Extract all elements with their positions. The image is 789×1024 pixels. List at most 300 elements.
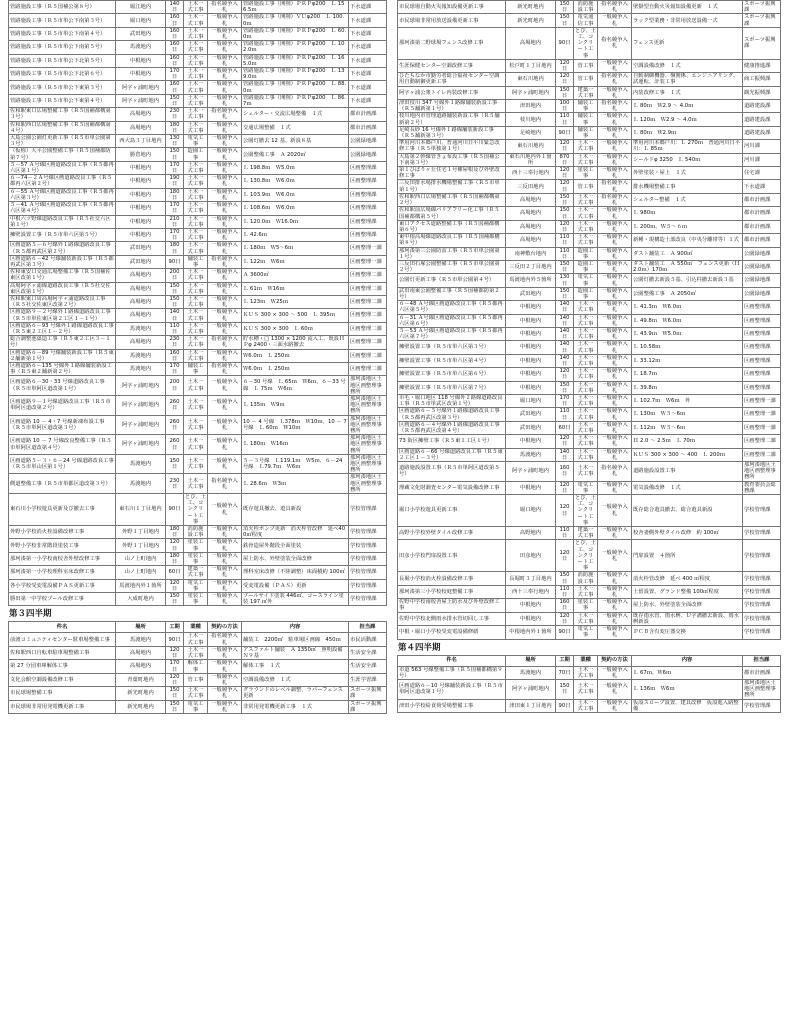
cell-department: 学校管理課 xyxy=(349,579,387,592)
cell-duration: 120日 xyxy=(556,435,574,448)
cell-contract-method: 一般競争入札 xyxy=(208,175,242,188)
cell-duration: 170日 xyxy=(556,394,574,407)
cell-project-name: 大島公園公園灯更新工事（Ｒ５市単公園第３号） xyxy=(9,135,116,148)
table-row xyxy=(398,572,781,585)
table-row xyxy=(398,100,781,113)
cell-description: Ｌ 49.8ｍ Ｗ6.0ｍ xyxy=(632,314,743,327)
cell-department: 那珂湊地区土地区画整理事務所 xyxy=(743,679,781,699)
cell-project-name: 文化会館空調設備改修工事 xyxy=(9,673,116,686)
cell-duration: 230日 xyxy=(166,108,184,121)
cell-department: 区画整理課 xyxy=(743,314,781,327)
cell-location: 高場地内 xyxy=(116,282,166,295)
cell-project-name: 那珂湊第一小学校南校舎外壁改修工事 xyxy=(9,552,116,565)
cell-department: 区画整理課 xyxy=(349,228,387,241)
cell-location: 高場地内 xyxy=(116,646,166,659)
cell-description: 道路施設設置工事 xyxy=(632,462,743,482)
table-row xyxy=(398,341,781,354)
cell-trade: 土木一式工事 xyxy=(574,314,598,327)
cell-project-name: 佐野中学校北側雨水排水管切回し工事 xyxy=(398,612,506,625)
table-row xyxy=(9,295,387,308)
cell-location: 中根地内 xyxy=(116,188,166,201)
cell-project-name: ６－31 Ａ号線区画道路改良工事（Ｒ５都再六区第６号） xyxy=(398,314,506,327)
cell-location: 外野１丁目地内 xyxy=(116,539,166,552)
cell-project-name: 区画道路６－66 号線道路改良工事（Ｒ５東２工区１－３号） xyxy=(398,448,506,461)
cell-location: 中根地内 xyxy=(116,175,166,188)
cell-department: スポーツ振興課 xyxy=(349,687,387,700)
header-department: 担当課 xyxy=(743,655,781,666)
cell-location: 中根地内 xyxy=(116,215,166,228)
cell-department: 学校管理課 xyxy=(743,527,781,540)
cell-duration: 110日 xyxy=(556,527,574,540)
cell-department: 区画整理二課 xyxy=(349,322,387,335)
cell-contract-method: 一般競争入札 xyxy=(598,381,632,394)
table-row xyxy=(398,180,781,193)
table-row xyxy=(398,113,781,126)
cell-description: 管路施設工事（開削）ＰＲＰφ200 Ｌ 156.5ｍ xyxy=(242,1,349,14)
cell-contract-method: 一般競争入札 xyxy=(208,349,242,362)
cell-contract-method: 一般競争入札 xyxy=(208,14,242,27)
cell-description: 管路施設工事（開削）ＰＲＰφ200 Ｌ 60.0ｍ xyxy=(242,27,349,40)
cell-description: Ｌ 130.8ｍ Ｗ6.0ｍ xyxy=(242,175,349,188)
cell-description: シェルター・交流広場整備 １式 xyxy=(242,108,349,121)
cell-project-name: 市民球場整備工事 xyxy=(9,687,116,700)
cell-trade: 造園工事 xyxy=(574,247,598,260)
table-row xyxy=(9,579,387,592)
cell-contract-method: 一般競争入札 xyxy=(598,679,632,699)
table-row xyxy=(398,666,781,679)
cell-trade: 電気工事 xyxy=(574,274,598,287)
cell-description: Ｌ 67ｍ、Ｗ6ｍ xyxy=(632,666,743,679)
cell-trade: 土木一式工事 xyxy=(184,415,208,435)
cell-project-name: 高野小学校外壁タイル改修工事 xyxy=(398,527,506,540)
cell-department: 道路建設課 xyxy=(743,100,781,113)
table-row xyxy=(9,94,387,107)
cell-project-name: 津田小学校給食荷受場整備工事 xyxy=(398,699,506,712)
cell-description: Ｌ 10.58ｍ xyxy=(632,341,743,354)
cell-trade: 塗装工事 xyxy=(574,167,598,180)
cell-duration: 60日 xyxy=(166,566,184,579)
cell-location: 堀口地内 xyxy=(116,14,166,27)
cell-contract-method: 一般競争入札 xyxy=(208,148,242,161)
cell-duration: 150日 xyxy=(556,86,574,99)
cell-duration: 170日 xyxy=(166,68,184,81)
cell-description: Ｌ 43.9ｍ Ｗ5.0ｍ xyxy=(632,327,743,340)
cell-contract-method: 指名競争入札 xyxy=(598,100,632,113)
cell-location: 阿字ヶ浦町地内 xyxy=(116,415,166,435)
cell-duration: 140日 xyxy=(166,309,184,322)
cell-project-name: 勝田第一中学校プール改修工事 xyxy=(9,593,116,606)
cell-contract-method: 一般競争入札 xyxy=(598,585,632,598)
header-contract-method: 契約の方法 xyxy=(208,622,242,633)
cell-location: 阿字ヶ浦町地内 xyxy=(116,376,166,396)
cell-duration: 120日 xyxy=(166,579,184,592)
cell-contract-method: 一般競争入札 xyxy=(208,415,242,435)
cell-contract-method: 一般競争入札 xyxy=(598,167,632,180)
cell-project-name: 管路施設工事（Ｒ５市単公下北第６号） xyxy=(9,68,116,81)
cell-trade: 土木一式工事 xyxy=(574,699,598,712)
cell-contract-method: 一般競争入札 xyxy=(208,215,242,228)
cell-contract-method: 一般競争入札 xyxy=(598,140,632,153)
cell-contract-method: 一般競争入札 xyxy=(598,260,632,273)
cell-description: ダスト舗装工 Ａ 550㎡ フェンス更新（Ｈ2.0ｍ）170ｍ xyxy=(632,260,743,273)
cell-location: 武田地内 xyxy=(116,242,166,255)
cell-trade: 土木一式工事 xyxy=(184,633,208,646)
cell-department: 生活安全課 xyxy=(349,646,387,659)
cell-duration: 120日 xyxy=(166,673,184,686)
cell-trade: 土木一式工事 xyxy=(184,188,208,201)
table-row xyxy=(398,585,781,598)
cell-description: 鉄骨造屋外階段全面塗装 xyxy=(242,539,349,552)
cell-duration: 90日 xyxy=(556,126,574,139)
cell-trade: 造園工事 xyxy=(574,287,598,300)
table-row xyxy=(9,282,387,295)
table-row xyxy=(398,448,781,461)
cell-department: 学校管理課 xyxy=(349,539,387,552)
cell-project-name: 区画道路６－５号線外１路線道路改良工事（Ｒ５都再武区改第３号） xyxy=(398,408,506,421)
cell-description: Ｌ 80ｍ Ｗ2.9 ～ 4.0ｍ xyxy=(632,100,743,113)
cell-duration: 150日 xyxy=(166,687,184,700)
table-row xyxy=(9,415,387,435)
table-row xyxy=(398,481,781,494)
cell-contract-method: 一般競争入札 xyxy=(208,68,242,81)
cell-department: 区画整理課 xyxy=(743,341,781,354)
table-row xyxy=(9,687,387,700)
cell-location: 中根地内 xyxy=(506,301,556,314)
cell-department: 学校管理課 xyxy=(743,572,781,585)
cell-project-name: 那珂湊第二野球場フェンス改修工事 xyxy=(398,27,506,59)
cell-duration: 150日 xyxy=(556,207,574,220)
cell-department: 区画整理二課 xyxy=(743,448,781,461)
cell-trade: 塗装工事 xyxy=(574,599,598,612)
table-row xyxy=(398,381,781,394)
cell-department: 下水道課 xyxy=(349,14,387,27)
cell-trade: 土木一式工事 xyxy=(184,108,208,121)
table-row xyxy=(398,679,781,699)
cell-trade: 土木一式工事 xyxy=(184,161,208,174)
cell-description: Ｌ 120ｍ Ｗ2.9 ～ 4.0ｍ xyxy=(632,113,743,126)
cell-project-name: 各小学校受変電設備ＰＡＳ更新工事 xyxy=(9,579,116,592)
cell-location: 堀口地内 xyxy=(506,495,556,527)
cell-contract-method: 一般競争入札 xyxy=(208,454,242,474)
table-row xyxy=(9,269,387,282)
cell-department: 学校管理課 xyxy=(743,585,781,598)
cell-project-name: 準用河川本郷戸川、普通河川日平川緊急改修工事（Ｒ５単独第１号） xyxy=(398,140,506,153)
table-row xyxy=(9,242,387,255)
cell-contract-method: 一般競争入札 xyxy=(598,287,632,300)
cell-contract-method: 一般競争入札 xyxy=(598,408,632,421)
cell-project-name: 那珂湊第一小学校理科室床改修工事 xyxy=(9,566,116,579)
cell-contract-method: 一般競争入札 xyxy=(208,282,242,295)
cell-duration: 160日 xyxy=(166,54,184,67)
cell-contract-method: 指名競争入札 xyxy=(208,108,242,121)
cell-department: 区画整理一課 xyxy=(349,255,387,268)
cell-project-name: ５－53 Ａ号線区画道路改良工事（Ｒ５都再六区第７号） xyxy=(398,327,506,340)
cell-contract-method: 一般競争入札 xyxy=(598,153,632,166)
cell-trade: とび、土工、コンクリート工事 xyxy=(575,27,596,59)
cell-department: 下水道課 xyxy=(349,94,387,107)
cell-trade: 建築一式工事 xyxy=(184,566,208,579)
cell-contract-method: 指名競争入札 xyxy=(208,474,242,494)
cell-trade: 土木一式工事 xyxy=(184,282,208,295)
cell-duration: 120日 xyxy=(556,481,574,494)
cell-duration: 170日 xyxy=(166,202,184,215)
cell-department: 公園緑地課 xyxy=(743,287,781,300)
cell-duration: 150日 xyxy=(166,148,184,161)
cell-department: 学校管理課 xyxy=(743,612,781,625)
cell-trade: 土木一式工事 xyxy=(184,646,208,659)
cell-description: 公園整備工事 Ａ 2050㎡ xyxy=(632,287,743,300)
cell-contract-method: 一般競争入札 xyxy=(208,228,242,241)
cell-duration: 100日 xyxy=(556,100,574,113)
cell-contract-method: 一般競争入札 xyxy=(208,135,242,148)
table-row xyxy=(9,309,387,322)
cell-project-name: 区画道路６－89 号線舗装新設工事（Ｒ５東２舗新第１号） xyxy=(10,349,114,362)
cell-project-name: ６－48 Ａ号線区画道路改良工事（Ｒ５都再六区第５号） xyxy=(398,301,506,314)
cell-description: 公園整備工事 Ａ 2020㎡ xyxy=(242,148,349,161)
cell-trade: 土木一式工事 xyxy=(574,408,598,421)
cell-department: 区画整理二課 xyxy=(349,336,387,349)
cell-duration: 160日 xyxy=(166,14,184,27)
cell-location: 馬渡地内 xyxy=(116,322,166,335)
cell-location: 新光町地内 xyxy=(116,700,166,713)
cell-duration: 150日 xyxy=(556,287,574,300)
table-row xyxy=(9,322,387,335)
cell-project-name: 佐和駅前広場線バリアフリー化工事（Ｒ５国補都構第５号） xyxy=(398,207,506,220)
table-row xyxy=(9,148,387,161)
table-row xyxy=(9,474,387,494)
cell-duration: 160日 xyxy=(556,462,574,482)
cell-trade: 管工事 xyxy=(574,180,598,193)
cell-contract-method: 指名競争入札 xyxy=(208,362,242,375)
cell-duration: 130日 xyxy=(166,135,184,148)
cell-description: 舗装工 2200㎡ 駐車場区画線 450ｍ xyxy=(242,633,349,646)
cell-department: スポーツ振興課 xyxy=(743,14,781,27)
cell-duration: 260日 xyxy=(166,415,184,435)
cell-project-name: ５－57 Ａ号線区画道路改良工事（Ｒ５都再六区第１号） xyxy=(10,161,114,175)
cell-description: ＰＣＢ含有変圧器交換 xyxy=(632,626,743,639)
cell-contract-method: 指名競争入札 xyxy=(208,336,242,349)
cell-project-name: 東口アクセス道路整備工事（Ｒ５国補都構第６号） xyxy=(398,220,506,233)
cell-location: 阿字ヶ浦町地内 xyxy=(116,81,166,94)
table-row xyxy=(398,626,781,639)
cell-location: 馬渡地内 xyxy=(116,633,166,646)
table-row xyxy=(9,41,387,54)
cell-project-name: 区画道路９－１号線道路改良工事（Ｒ５市単阿区道改第２号） xyxy=(9,395,116,415)
cell-contract-method: 一般競争入札 xyxy=(208,27,242,40)
cell-project-name: 区画道路６－４号線外１路線道路改良工事（Ｒ５都再武区改第４号） xyxy=(398,421,506,434)
cell-description: 管路施設工事（開削）ＰＲＰφ200 Ｌ 165.0ｍ xyxy=(242,54,349,67)
cell-location: 馬渡地内 xyxy=(506,666,556,679)
cell-department: 区画整理課 xyxy=(349,188,387,201)
cell-department: 区画整理課 xyxy=(743,354,781,367)
cell-duration: 90日 xyxy=(166,494,184,526)
cell-contract-method: 一般競争入札 xyxy=(208,121,242,134)
cell-location: 馬渡地内 xyxy=(116,41,166,54)
cell-department: 那珂湊地区土地区画整理事務所 xyxy=(349,435,387,455)
table-row xyxy=(9,215,387,228)
cell-description: 既存遊具撤去、遊具新設 xyxy=(242,494,349,526)
cell-project-name: 東中根高場線道路改良工事（Ｒ５国補都構第８号） xyxy=(398,234,506,247)
cell-department: 健康推進課 xyxy=(743,59,781,72)
cell-location: 中根地内 xyxy=(506,435,556,448)
cell-description: フェンス更新 xyxy=(632,27,743,59)
table-row xyxy=(398,540,781,572)
cell-project-name: 理蔵文化財調査センター電気設備改修工事 xyxy=(398,481,506,494)
cell-duration: 120日 xyxy=(556,220,574,233)
cell-description: 既存総合遊具撤去、総合遊具新設 xyxy=(632,495,743,527)
cell-description: アスファルト舗装 Ａ 1350㎡ 照明設備 Ｎ９基 xyxy=(243,646,348,660)
table-row xyxy=(9,566,387,579)
cell-contract-method: 一般競争入札 xyxy=(208,566,242,579)
cell-location: 西十三奉行地内 xyxy=(506,585,556,598)
projects-table-q4 xyxy=(397,655,781,713)
cell-department: 生活安全課 xyxy=(349,660,387,673)
cell-project-name: 津田枝川 347 号線外１路線舗装新設工事（Ｒ５舗新第１号） xyxy=(398,100,506,113)
cell-description: Ｌ 200ｍ、Ｗ５～６ｍ xyxy=(632,220,743,233)
cell-location: 中根地内 xyxy=(506,354,556,367)
cell-contract-method: 一般競争入札 xyxy=(598,666,632,679)
cell-project-name: 区画道路５－６号線外１路線道路改良工事（Ｒ５都再武区第２号） xyxy=(9,242,116,255)
cell-department: 商工振興課 xyxy=(743,73,781,86)
cell-contract-method: 一般競争入札 xyxy=(598,207,632,220)
cell-project-name: 佐和駅西口広場整備工事（Ｒ５国補都構第４号） xyxy=(9,121,116,134)
cell-project-name: 市毛・堀口地区 118 号線外２路線道路改良工事（Ｒ５市単武区改第１号） xyxy=(398,394,506,407)
table-row xyxy=(398,314,781,327)
cell-duration: 60日 xyxy=(556,421,574,434)
cell-contract-method: 一般競争入札 xyxy=(208,673,242,686)
cell-duration: 120日 xyxy=(556,368,574,381)
cell-location: 中根地内 xyxy=(506,381,556,394)
cell-location: 中根地内外１箇所 xyxy=(506,626,556,639)
cell-location: 堀江地内 xyxy=(116,1,166,14)
cell-description: 屋上防水、外壁塗装全面改修 xyxy=(632,599,743,612)
cell-contract-method: 一般競争入札 xyxy=(598,274,632,287)
table-row xyxy=(398,699,781,712)
cell-department: 河川課 xyxy=(743,140,781,153)
cell-trade: 解体工事 xyxy=(184,660,208,673)
cell-trade: 土木一式工事 xyxy=(184,242,208,255)
cell-project-name: 側道整備工事（Ｒ５市単都区道改第３号） xyxy=(9,474,116,494)
cell-trade: 電気工事 xyxy=(184,579,208,592)
cell-project-name: 擁壁設置工事（Ｒ５市単六区第３号） xyxy=(398,341,506,354)
table-row xyxy=(398,126,781,139)
cell-contract-method: 一般競争入札 xyxy=(208,269,242,282)
cell-department: 区画整理二課 xyxy=(349,362,387,375)
cell-project-name: 管路施設工事（Ｒ５市単公下南第４号） xyxy=(9,27,116,40)
cell-description: 理科室床改修（不陸調整）床面積約 100㎡ xyxy=(242,566,349,579)
cell-description: 貯水槽・□ 1300 × 1200 流入工、既設ＨＰφ 2400・三面水路撤去 xyxy=(242,336,349,349)
cell-location: 大成町地内 xyxy=(116,593,166,606)
table-row xyxy=(9,539,387,552)
cell-duration: 160日 xyxy=(166,27,184,40)
cell-location: 東石川１丁目地内 xyxy=(116,494,166,526)
cell-duration: 120日 xyxy=(556,59,574,72)
cell-duration: 110日 xyxy=(556,408,574,421)
table-row xyxy=(9,14,387,27)
cell-project-name: 第１ひばりヶ丘住宅１号棟屋根及び外壁改修工事 xyxy=(398,167,506,180)
cell-project-name: 中根・堀口小学校受変電設備修繕 xyxy=(398,626,506,639)
cell-department: 那珂湊地区土地区画整理事務所 xyxy=(349,454,387,474)
cell-project-name: ５－41 Ａ号線区画道路改良工事（Ｒ５都再六区第４号） xyxy=(10,202,114,215)
cell-contract-method: 一般競争入札 xyxy=(208,395,242,415)
cell-contract-method: 一般競争入札 xyxy=(208,242,242,255)
cell-trade: 土木一式工事 xyxy=(574,585,598,598)
cell-location: 馬渡地内 xyxy=(116,362,166,375)
cell-project-name: 中根六ツ野線道路改良工事（Ｒ５社交六区第１号） xyxy=(9,215,116,228)
cell-contract-method: 一般競争入札 xyxy=(598,354,632,367)
cell-project-name: 生涯保健センター空調改修工事 xyxy=(398,59,506,72)
cell-duration: 120日 xyxy=(556,73,574,86)
cell-department: 都市計画課 xyxy=(349,108,387,121)
cell-department: 区画整理課 xyxy=(743,381,781,394)
cell-description: ＫＵＳ 300 × 300 ～ 500 Ｌ 395ｍ xyxy=(242,309,349,322)
cell-project-name: （仮称）大平公園整備工事（Ｒ５国補都防第７号） xyxy=(9,148,116,161)
cell-department: 区画整理課 xyxy=(349,202,387,215)
cell-duration: 150日 xyxy=(556,679,574,699)
table-row xyxy=(9,27,387,40)
cell-description: 受変電設備（ＰＡＳ）更新 xyxy=(242,579,349,592)
cell-department: 区画整理二課 xyxy=(349,309,387,322)
cell-description: 電気設備改修 １式 xyxy=(632,481,743,494)
cell-trade: 舗装工事 xyxy=(184,362,208,375)
cell-department: 道路建設課 xyxy=(743,126,781,139)
table-row xyxy=(9,376,387,396)
header-duration: 工期 xyxy=(166,622,184,633)
table-row xyxy=(398,14,781,27)
cell-location: 武田地内 xyxy=(116,255,166,268)
table-row xyxy=(9,255,387,268)
cell-trade: 土木一式工事 xyxy=(184,435,208,455)
table-row xyxy=(9,362,387,375)
cell-trade: 塗装工事 xyxy=(184,539,208,552)
cell-description: 管路施設工事（開削）ＶＵφ200 Ｌ 100.0ｍ xyxy=(242,14,349,27)
cell-department: 区画整理課 xyxy=(743,327,781,340)
cell-description: 管路施設工事（開削）ＰＲＰφ200 Ｌ 86.7ｍ xyxy=(242,94,349,107)
cell-trade: 造園工事 xyxy=(184,148,208,161)
cell-trade: 土木一式工事 xyxy=(184,228,208,241)
cell-description: 消火栓管改修 延べ 400 ㎡程度 xyxy=(632,572,743,585)
table-row xyxy=(9,54,387,67)
cell-contract-method: 指名競争入札 xyxy=(598,1,632,14)
cell-duration: 260日 xyxy=(166,395,184,415)
cell-contract-method: 一般競争入札 xyxy=(598,126,632,139)
cell-duration: 110日 xyxy=(556,234,574,247)
cell-department: 道路建設課 xyxy=(743,113,781,126)
cell-contract-method: 一般競争入札 xyxy=(208,494,242,526)
cell-location: 高場地内 xyxy=(116,269,166,282)
cell-trade: 消防施設工事 xyxy=(574,572,598,585)
cell-department: 学校管理課 xyxy=(743,599,781,612)
cell-trade: 土木一式工事 xyxy=(184,215,208,228)
cell-project-name: ６－74－２Ａ号線区画道路改良工事（Ｒ５都再六区第２号） xyxy=(9,175,116,188)
cell-duration: 110日 xyxy=(556,247,574,260)
cell-project-name: 区画道路６－30・33 号線道路改良工事（Ｒ５市単阿区道改第１号） xyxy=(9,376,116,396)
cell-description: 交通広場整備 １式 xyxy=(242,121,349,134)
cell-description: 壁掛型自動火災報知設備更新 １式 xyxy=(632,1,743,14)
cell-location: 馬渡地内外１箇所 xyxy=(116,579,166,592)
cell-duration: 110日 xyxy=(166,322,184,335)
cell-project-name: 区画道路６－135 号線外１路線舗装新設工事（Ｒ５東２舗新第２号） xyxy=(9,362,116,375)
header-trade: 業種 xyxy=(574,655,598,666)
cell-contract-method: 指名競争入札 xyxy=(598,180,632,193)
table-row xyxy=(398,612,781,625)
cell-contract-method: 一般競争入札 xyxy=(208,202,242,215)
cell-trade: 土木一式工事 xyxy=(184,27,208,40)
cell-trade: とび、土工、コンクリート工事 xyxy=(575,495,596,526)
cell-description: ダスト舗装工 Ａ 900㎡ xyxy=(632,247,743,260)
cell-contract-method: 一般競争入札 xyxy=(598,435,632,448)
header-location: 場所 xyxy=(116,622,166,633)
